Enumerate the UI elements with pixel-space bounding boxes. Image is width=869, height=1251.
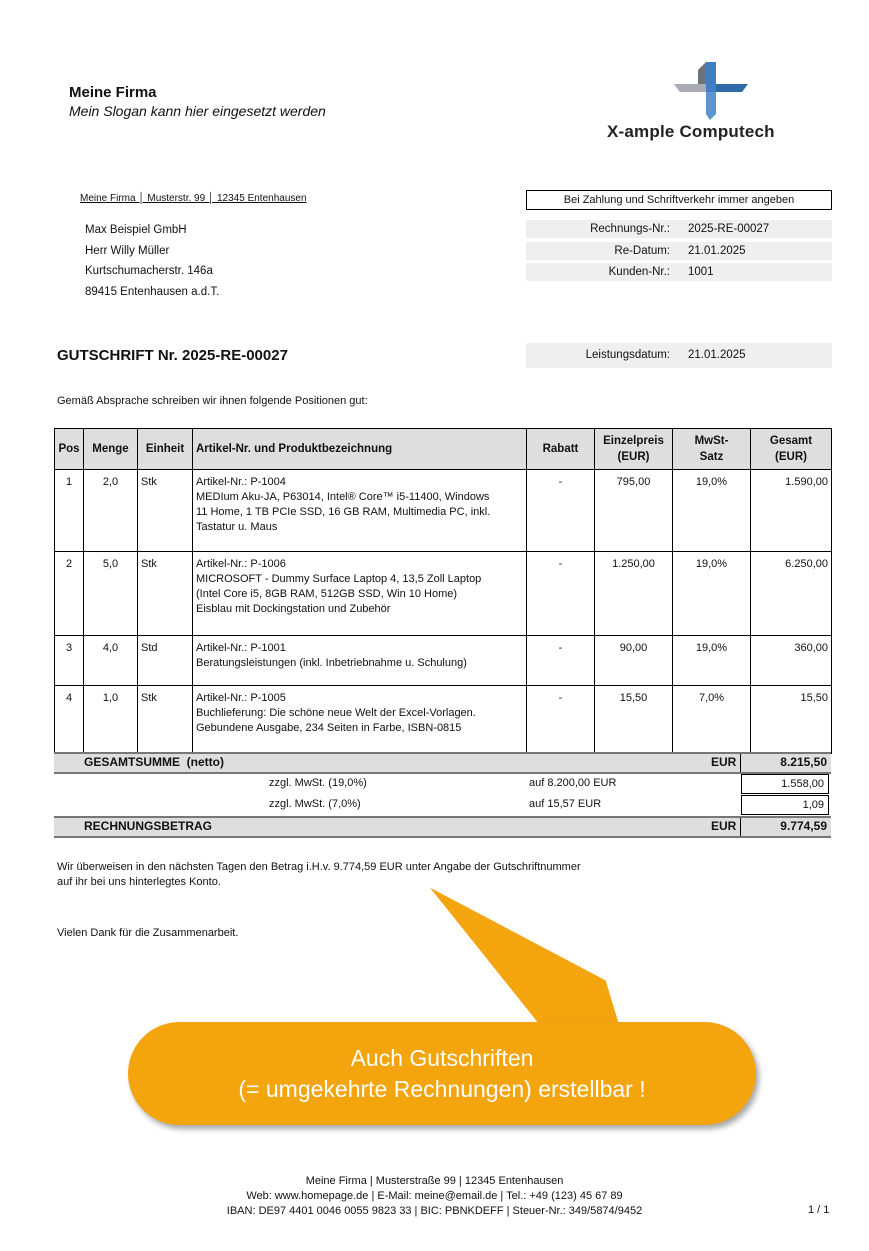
footer-line-1: Meine Firma | Musterstraße 99 | 12345 Entenhausen (305, 1175, 564, 1187)
recipient-line-1: Max Beispiel GmbH (85, 224, 187, 236)
row-qty: 1,0 (84, 686, 138, 754)
row-description (193, 470, 527, 552)
intro-text: Gemäß Absprache schreiben wir ihnen folgende Positionen gut: (57, 395, 368, 407)
table-header-row (55, 429, 832, 470)
service-date-value: 21.01.2025 (688, 349, 746, 361)
vat-7-base: auf 15,57 EUR (529, 798, 602, 810)
header-total-line2: (EUR) (775, 451, 807, 463)
row-desc-line2: 11 Home, 1 TB PCIe SSD, 16 GB RAM, Multimedia PC, inkl. (196, 506, 491, 518)
net-total-bar (54, 752, 831, 774)
row-unit-price: 15,50 (595, 686, 673, 754)
row-qty: 5,0 (84, 552, 138, 636)
row-discount: - (527, 686, 595, 754)
header-total-line1: Gesamt (769, 435, 813, 447)
header-vat-line2: Satz (699, 451, 724, 463)
row-desc-line1: MICROSOFT - Dummy Surface Laptop 4, 13,5 Zoll Laptop (196, 573, 482, 585)
invoice-date-row (526, 242, 832, 260)
row-vat: 7,0% (673, 686, 751, 754)
row-total: 6.250,00 (751, 552, 832, 636)
invoice-number-value: 2025-RE-00027 (688, 223, 770, 235)
row-total: 1.590,00 (751, 470, 832, 552)
vat-7-row (54, 795, 831, 815)
row-total: 360,00 (751, 636, 832, 686)
header-total (751, 429, 832, 470)
table-row (55, 636, 832, 686)
header-qty: Menge (84, 429, 138, 470)
divider (740, 818, 741, 836)
vat-19-row (54, 774, 831, 794)
customer-number-row (526, 263, 832, 281)
row-vat: 19,0% (673, 636, 751, 686)
service-date-row (526, 343, 832, 368)
recipient-line-3: Kurtschumacherstr. 146a (85, 265, 213, 277)
row-pos: 3 (55, 636, 84, 686)
company-name: Meine Firma (69, 84, 157, 101)
row-article-number: Artikel-Nr.: P-1001 (196, 642, 286, 654)
vat-19-amount-box (741, 774, 829, 794)
sender-line: Meine Firma │ Musterstr. 99 │ 12345 Entenhausen (80, 193, 307, 204)
vat-7-label: zzgl. MwSt. (7,0%) (269, 798, 361, 810)
recipient-line-4: 89415 Entenhausen a.d.T. (85, 286, 220, 298)
thanks-text: Vielen Dank für die Zusammenarbeit. (57, 927, 239, 939)
row-discount: - (527, 470, 595, 552)
row-unit: Stk (138, 552, 193, 636)
vat-19-label: zzgl. MwSt. (19,0%) (269, 777, 367, 789)
row-desc-line1: Buchlieferung: Die schöne neue Welt der Excel-Vorlagen. (196, 707, 476, 719)
vat-7-amount-box (741, 795, 829, 815)
gross-total-label: RECHNUNGSBETRAG (84, 819, 213, 833)
header-discount: Rabatt (527, 429, 595, 470)
row-article-number: Artikel-Nr.: P-1005 (196, 692, 286, 704)
vat-19-amount: 1.558,00 (781, 778, 824, 790)
customer-number-value: 1001 (688, 266, 714, 278)
customer-number-label: Kunden-Nr.: (608, 266, 670, 278)
header-pos: Pos (55, 429, 84, 470)
table-row (55, 470, 832, 552)
row-vat: 19,0% (673, 552, 751, 636)
footer-line-2: Web: www.homepage.de | E-Mail: meine@email.de | Tel.: +49 (123) 45 67 89 (246, 1190, 623, 1202)
closing-line-1: Wir überweisen in den nächsten Tagen den Betrag i.H.v. 9.774,59 EUR unter Angabe der Gutschriftnummer (57, 861, 581, 873)
row-unit-price: 1.250,00 (595, 552, 673, 636)
row-discount: - (527, 552, 595, 636)
row-discount: - (527, 636, 595, 686)
callout-line-1: Auch Gutschriften (350, 1044, 534, 1071)
closing-line-2: auf ihr bei uns hinterlegtes Konto. (57, 876, 221, 888)
header-vat (673, 429, 751, 470)
row-desc-line3: Eisblau mit Dockingstation und Zubehör (196, 603, 391, 615)
invoice-date-label: Re-Datum: (614, 245, 670, 257)
logo-text: X-ample Computech (607, 122, 775, 141)
header-unit: Einheit (138, 429, 193, 470)
header-unit-price-line1: Einzelpreis (603, 435, 664, 447)
table-row (55, 552, 832, 636)
document-title: GUTSCHRIFT Nr. 2025-RE-00027 (57, 347, 288, 364)
row-article-number: Artikel-Nr.: P-1004 (196, 476, 286, 488)
row-qty: 2,0 (84, 470, 138, 552)
row-unit: Std (138, 636, 193, 686)
header-unit-price (595, 429, 673, 470)
payment-notice-box: Bei Zahlung und Schriftverkehr immer angeben (526, 190, 832, 210)
row-description (193, 636, 527, 686)
gross-total-bar (54, 816, 831, 838)
header-unit-price-line2: (EUR) (617, 451, 650, 463)
gross-total-currency: EUR (711, 819, 737, 833)
row-description (193, 686, 527, 754)
items-table (54, 428, 832, 754)
callout-line-2: (= umgekehrte Rechnungen) erstellbar ! (238, 1075, 646, 1102)
row-unit-price: 90,00 (595, 636, 673, 686)
divider (740, 754, 741, 772)
callout-bubble (128, 1022, 756, 1125)
row-vat: 19,0% (673, 470, 751, 552)
row-pos: 4 (55, 686, 84, 754)
row-pos: 1 (55, 470, 84, 552)
row-qty: 4,0 (84, 636, 138, 686)
recipient-line-2: Herr Willy Müller (85, 245, 170, 257)
company-slogan: Mein Slogan kann hier eingesetzt werden (69, 103, 326, 119)
row-desc-line2: Gebundene Ausgabe, 234 Seiten in Farbe, ISBN-0815 (196, 722, 462, 734)
net-total-amount: 8.215,50 (780, 755, 827, 769)
row-desc-line1: Beratungsleistungen (inkl. Inbetriebnahme u. Schulung) (196, 657, 467, 669)
footer-line-3: IBAN: DE97 4401 0046 0055 9823 33 | BIC: PBNKDEFF | Steuer-Nr.: 349/5874/9452 (226, 1205, 643, 1217)
service-date-label: Leistungsdatum: (585, 349, 670, 361)
invoice-number-row (526, 220, 832, 238)
row-unit: Stk (138, 470, 193, 552)
row-description (193, 552, 527, 636)
invoice-date-value: 21.01.2025 (688, 245, 746, 257)
page-number: 1 / 1 (808, 1204, 830, 1216)
row-unit-price: 795,00 (595, 470, 673, 552)
gross-total-amount: 9.774,59 (780, 819, 827, 833)
row-desc-line2: (Intel Core i5, 8GB RAM, 512GB SSD, Win 10 Home) (196, 588, 458, 600)
row-desc-line1: MEDIum Aku-JA, P63014, Intel® Core™ i5-11400, Windows (196, 491, 490, 503)
vat-7-amount: 1,09 (802, 799, 824, 811)
invoice-number-label: Rechnungs-Nr.: (590, 223, 670, 235)
callout-pointer-icon (420, 880, 620, 1040)
header-vat-line1: MwSt- (694, 435, 729, 447)
row-pos: 2 (55, 552, 84, 636)
header-description: Artikel-Nr. und Produktbezeichnung (193, 429, 527, 470)
row-article-number: Artikel-Nr.: P-1006 (196, 558, 286, 570)
net-total-currency: EUR (711, 755, 737, 769)
row-unit: Stk (138, 686, 193, 754)
row-desc-line3: Tastatur u. Maus (196, 521, 278, 533)
net-total-label: GESAMTSUMME (netto) (84, 755, 224, 769)
table-row (55, 686, 832, 754)
vat-19-base: auf 8.200,00 EUR (529, 777, 617, 789)
row-total: 15,50 (751, 686, 832, 754)
